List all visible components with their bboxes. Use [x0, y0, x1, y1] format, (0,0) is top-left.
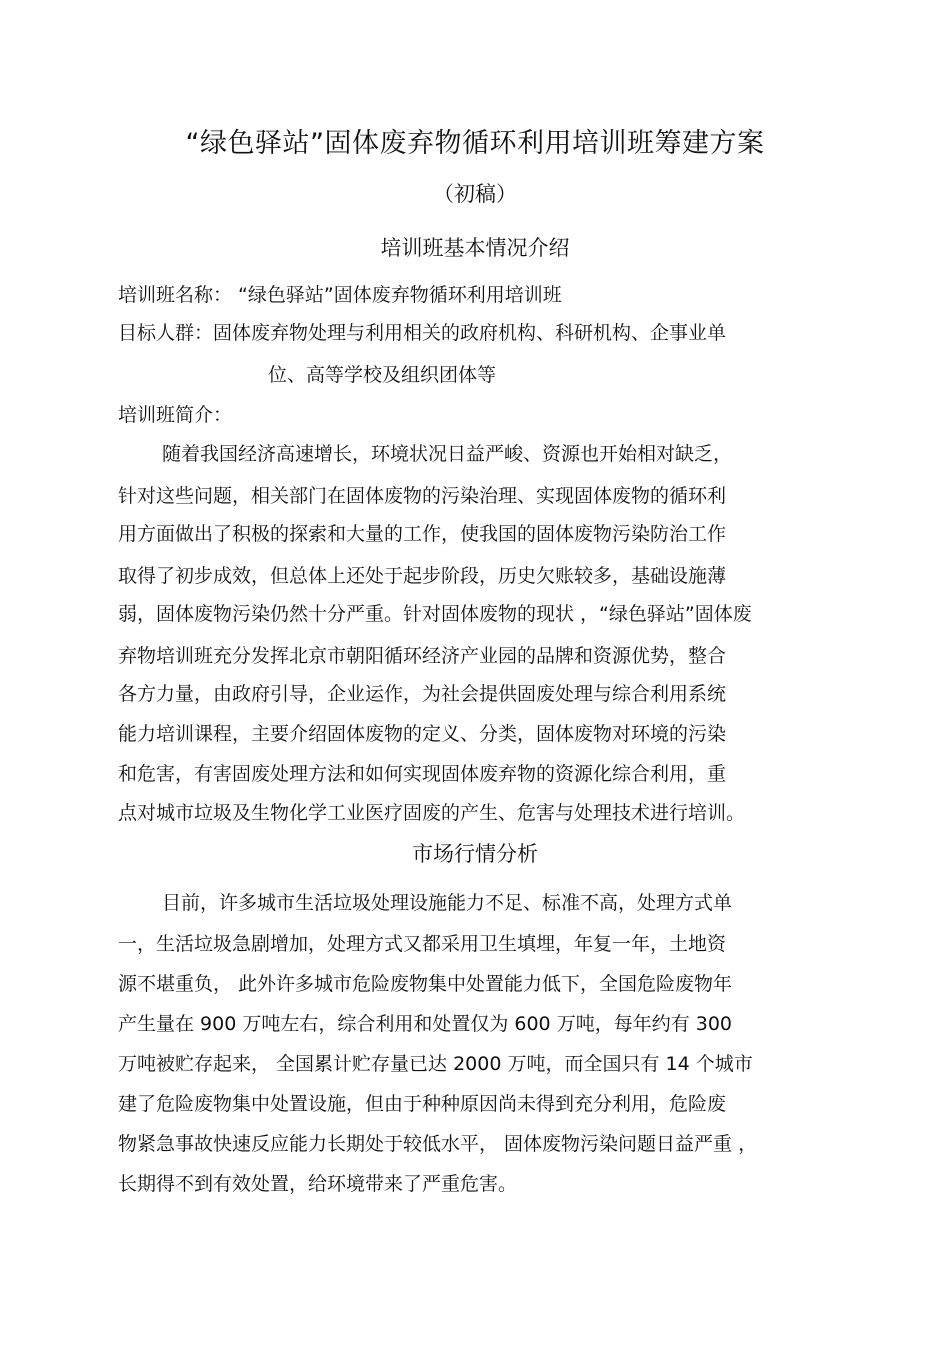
target-audience-continuation: 位、高等学校及组织团体等: [268, 364, 497, 386]
intro-paragraph-line: 点对城市垃圾及生物化学工业医疗固废的产生、危害与处理技术进行培训。: [118, 802, 746, 824]
market-paragraph-line: 一，生活垃圾急剧增加，处理方式又都采用卫生填埋，年复一年，土地资: [118, 933, 727, 955]
intro-paragraph-line: 针对这些问题，相关部门在固体废物的污染治理、实现固体废物的循环利: [118, 485, 727, 507]
market-paragraph-line: 长期得不到有效处置，给环境带来了严重危害。: [118, 1173, 518, 1195]
document-title: “绿色驿站”固体废弃物循环利用培训班筹建方案: [185, 128, 765, 159]
market-paragraph-line: 建了危险废物集中处置设施，但由于种种原因尚未得到充分利用，危险废: [118, 1093, 727, 1115]
intro-paragraph-line: 用方面做出了积极的探索和大量的工作，使我国的固体废物污染防治工作: [118, 523, 727, 545]
course-name-line: 培训班名称： “绿色驿站”固体废弃物循环利用培训班: [118, 284, 562, 306]
intro-paragraph-line: 弱，固体废物污染仍然十分严重。针对固体废物的现状 ，“绿色驿站”固体废: [118, 603, 752, 625]
market-paragraph-line: 源不堪重负， 此外许多城市危险废物集中处置能力低下，全国危险废物年: [118, 973, 733, 995]
intro-paragraph-line: 弃物培训班充分发挥北京市朝阳循环经济产业园的品牌和资源优势，整合: [118, 645, 727, 667]
section-heading-market-analysis: 市场行情分析: [412, 842, 538, 866]
course-intro-label: 培训班简介：: [118, 404, 233, 426]
document-subtitle: （初稿）: [433, 182, 517, 206]
market-paragraph-line: 万吨被贮存起来， 全国累计贮存量已达 2000 万吨，而全国只有 14 个城市: [118, 1053, 753, 1075]
intro-paragraph-line: 和危害，有害固废处理方法和如何实现固体废弃物的资源化综合利用，重: [118, 763, 727, 785]
intro-paragraph-line: 取得了初步成效，但总体上还处于起步阶段，历史欠账较多，基础设施薄: [118, 565, 727, 587]
intro-paragraph-line: 能力培训课程，主要介绍固体废物的定义、分类，固体废物对环境的污染: [118, 723, 727, 745]
market-paragraph-line: 目前，许多城市生活垃圾处理设施能力不足、标准不高，处理方式单: [162, 892, 733, 914]
section-heading-basic-info: 培训班基本情况介绍: [380, 236, 570, 260]
target-audience-line: 目标人群：固体废弃物处理与利用相关的政府机构、科研机构、企事业单: [118, 322, 727, 344]
intro-paragraph-line: 随着我国经济高速增长，环境状况日益严峻、资源也开始相对缺乏，: [162, 443, 733, 465]
intro-paragraph-line: 各方力量，由政府引导，企业运作，为社会提供固废处理与综合利用系统: [118, 683, 727, 705]
market-paragraph-line: 产生量在 900 万吨左右，综合利用和处置仅为 600 万吨，每年约有 300: [118, 1013, 732, 1035]
market-paragraph-line: 物紧急事故快速反应能力长期处于较低水平， 固体废物污染问题日益严重 ，: [118, 1133, 758, 1155]
